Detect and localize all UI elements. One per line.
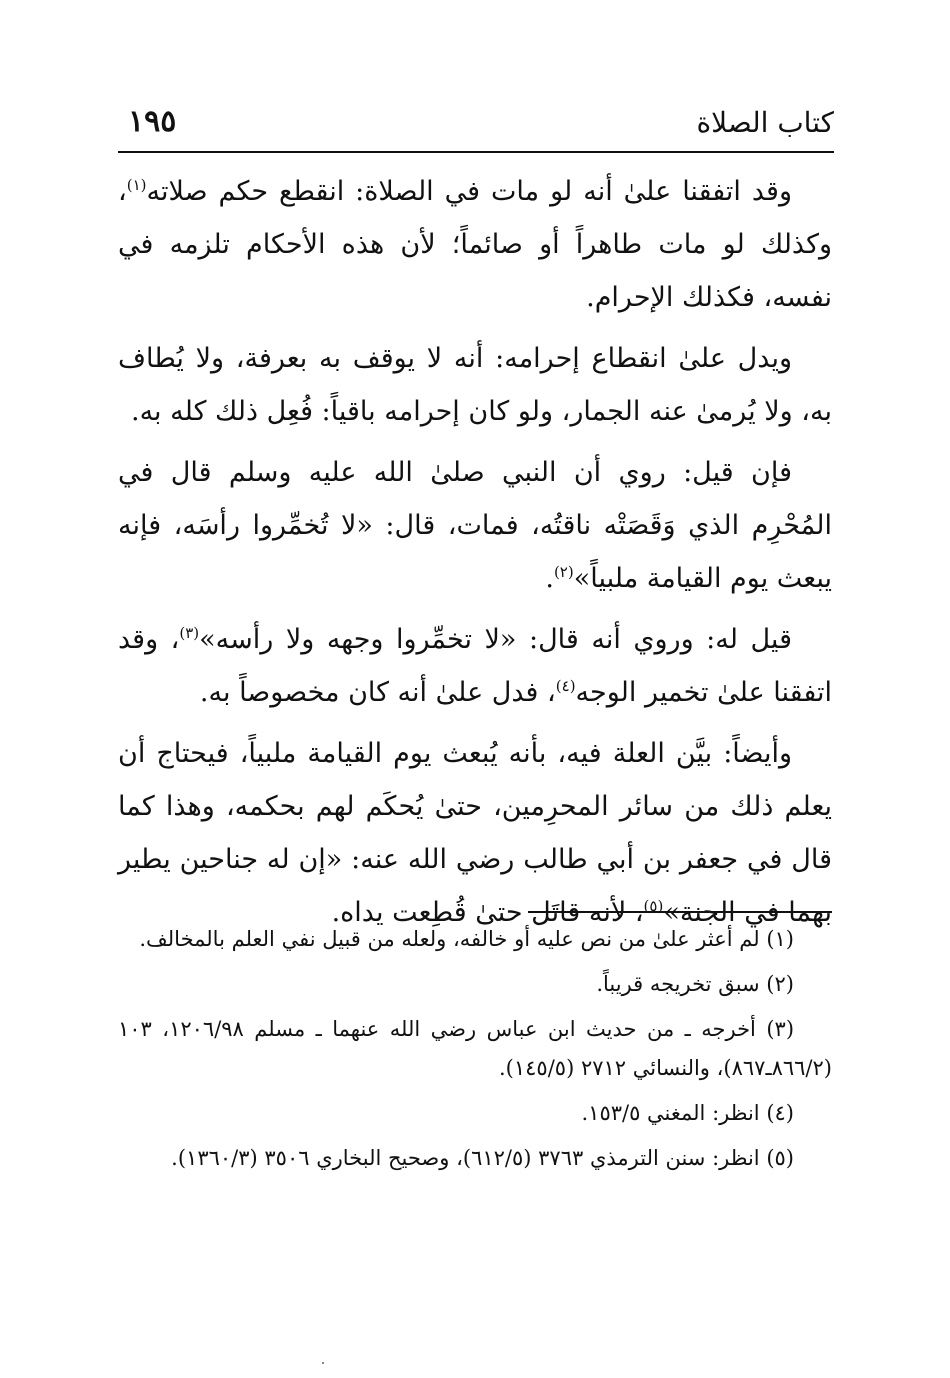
- footnote-ref-4[interactable]: (٤): [555, 677, 576, 695]
- footnote-3: (٣) أخرجه ـ من حديث ابن عباس رضي الله عنهما ـ مسلم ١٢٠٦/٩٨، ١٠٣ (٨٦٦/٢ـ٨٦٧)، والنسائي ٢٧١٢ (١٤٥/٥).: [118, 1017, 832, 1080]
- paragraph-4-text-a: قيل له: وروي أنه قال: «لا تخمِّروا وجهه ولا رأسه»: [199, 624, 792, 655]
- footnote-1: (١) لم أعثر علىٰ من نص عليه أو خالفه، ولعله من قبيل نفي العلم بالمخالف.: [139, 927, 794, 951]
- footnote-ref-1[interactable]: (١): [126, 176, 147, 194]
- paragraph-1-text-b: ، وكذلك لو مات طاهراً أو صائماً؛ لأن هذه الأحكام تلزمه في نفسه، فكذلك الإحرام.: [118, 176, 832, 313]
- footnote-4: (٤) انظر: المغني ١٥٣/٥.: [581, 1101, 794, 1125]
- header-rule: [118, 151, 834, 153]
- footnote-ref-3[interactable]: (٣): [179, 624, 200, 642]
- page-number: ١٩٥: [128, 104, 177, 139]
- paragraph-3-text-b: .: [545, 563, 554, 594]
- paragraph-3: [118, 446, 832, 605]
- paragraph-1-text-a: وقد اتفقنا علىٰ أنه لو مات في الصلاة: انقطع حكم صلاته: [146, 176, 792, 207]
- paragraph-4-text-b: ، وقد اتفقنا علىٰ تخمير الوجه: [118, 624, 832, 708]
- footnote-5: (٥) انظر: سنن الترمذي ٣٧٦٣ (٦١٢/٥)، وصحيح البخاري ٣٥٠٦ (١٣٦٠/٣).: [171, 1146, 794, 1170]
- footnote-ref-5[interactable]: (٥): [643, 897, 664, 915]
- footnotes: [118, 920, 832, 1184]
- page-header: [118, 98, 834, 148]
- paragraph-2: ويدل علىٰ انقطاع إحرامه: أنه لا يوقف به بعرفة، ولا يُطاف به، ولا يُرمىٰ عنه الجمار، ولو كان إحرامه باقياً: فُعِل ذلك كله به.: [118, 343, 832, 427]
- main-text: [118, 165, 832, 947]
- paragraph-5-text-b: ، لأنه قاتَل حتىٰ قُطِعت يداه.: [331, 897, 644, 928]
- scan-speck: [322, 1362, 324, 1364]
- footnote-2: (٢) سبق تخريجه قريباً.: [596, 972, 794, 996]
- running-title: كتاب الصلاة: [696, 106, 834, 139]
- paragraph-5: [118, 727, 832, 939]
- paragraph-4: [118, 613, 832, 719]
- footnote-separator: [528, 911, 832, 913]
- paragraph-1: [118, 165, 832, 324]
- paragraph-5-text-a: وأيضاً: بيَّن العلة فيه، بأنه يُبعث يوم القيامة ملبياً، فيحتاج أن يعلم ذلك من سائر المحرِمين، حتىٰ يُحكَم لهم بحكمه، وهذا كما قال في جعفر بن أبي طالب رضي الله عنه: «إن له جناحين يطير بهما في الجنة»: [118, 738, 832, 928]
- paragraph-3-text-a: فإن قيل: روي أن النبي صلىٰ الله عليه وسلم قال في المُحْرِم الذي وَقَصَتْه ناقتُه، فمات، قال: «لا تُخمِّروا رأسَه، فإنه يبعث يوم القيامة ملبياً»: [118, 457, 832, 594]
- paragraph-4-text-c: ، فدل علىٰ أنه كان مخصوصاً به.: [199, 677, 556, 708]
- footnote-ref-2[interactable]: (٢): [553, 563, 574, 581]
